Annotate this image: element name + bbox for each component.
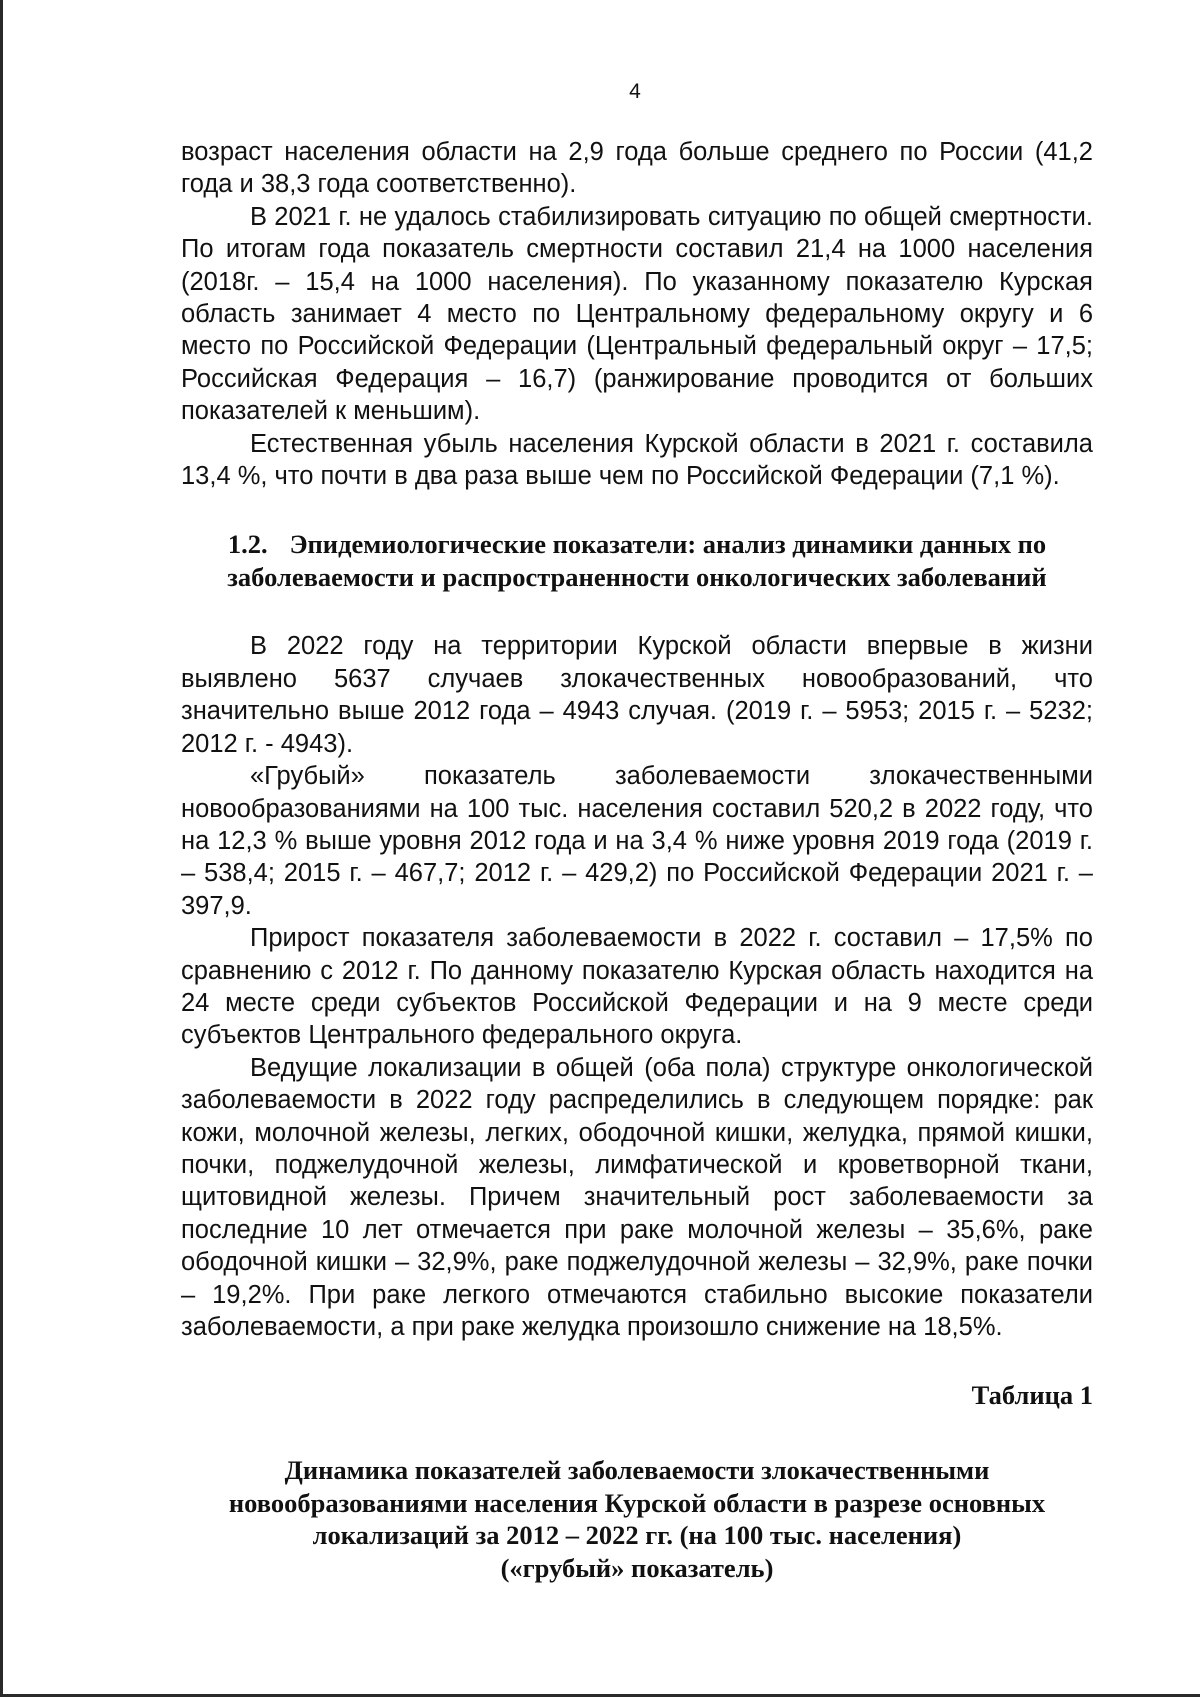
section-heading xyxy=(181,528,1093,594)
page-number: 4 xyxy=(629,80,641,103)
table-title-line: Динамика показателей заболеваемости злокачественными xyxy=(284,1455,990,1486)
paragraph-cases-2022: В 2022 году на территории Курской области впервые в жизни выявлено 5637 случаев злокачественных новообразований, что значительно выше 2012 года – 4943 случая. (2019 г. – 5953; 2015 г. – 5232; 2012 г. - 4943). xyxy=(181,632,1093,758)
table-title-line: локализаций за 2012 – 2022 гг. (на 100 тыс. населения) xyxy=(312,1520,962,1551)
paragraph-crude-rate: «Грубый» показатель заболеваемости злокачественными новообразованиями на 100 тыс. населения составил 520,2 в 2022 году, что на 12,3 % выше уровня 2012 года и на 3,4 % ниже уровня 2019 года (2019 г. – 538,4; 2015 г. – 467,7; 2012 г. – 429,2) по Российской Федерации 2021 г. – 397,9. xyxy=(181,762,1093,920)
section-title: Эпидемиологические показатели: анализ динамики данных по заболеваемости и распространенности онкологических заболеваний xyxy=(227,529,1047,593)
document-body xyxy=(181,136,1093,1584)
paragraph-growth: Прирост показателя заболеваемости в 2022 г. составил – 17,5% по сравнению с 2012 г. По данному показателю Курская область находится на 24 месте среди субъектов Российской Федерации и на 9 месте среди субъектов Центрального федерального округа. xyxy=(181,924,1093,1050)
table-title-line: («грубый» показатель) xyxy=(500,1552,774,1583)
table-label: Таблица 1 xyxy=(971,1380,1093,1411)
paragraph-mortality: В 2021 г. не удалось стабилизировать ситуацию по общей смертности. По итогам года показатель смертности составил 21,4 на 1000 населения (2018г. – 15,4 на 1000 населения). По указанному показателю Курская область занимает 4 место по Центральному федеральному округу и 6 место по Российской Федерации (Центральный федеральный округ – 17,5; Российская Федерация – 16,7) (ранжирование проводится от больших показателей к меньшим). xyxy=(181,202,1093,426)
paragraph-natural-decline: Естественная убыль населения Курской области в 2021 г. составила 13,4 %, что почти в два раза выше чем по Российской Федерации (7,1 %). xyxy=(181,429,1093,491)
scan-edge-left xyxy=(0,0,3,1697)
section-number: 1.2. xyxy=(227,529,268,560)
table-title xyxy=(181,1454,1093,1584)
paragraph-localizations: Ведущие локализации в общей (оба пола) структуре онкологической заболеваемости в 2022 году распределились в следующем порядке: рак кожи, молочной железы, легких, ободочной кишки, желудка, прямой кишки, почки, поджелудочной железы, лимфатической и кроветворной ткани, щитовидной железы. Причем значительный рост заболеваемости за последние 10 лет отмечается при раке молочной железы – 35,6%, раке ободочной кишки – 32,9%, раке поджелудочной железы – 32,9%, раке почки – 19,2%. При раке легкого отмечаются стабильно высокие показатели заболеваемости, а при раке желудка произошло снижение на 18,5%. xyxy=(181,1053,1093,1341)
paragraph-population-age: возраст населения области на 2,9 года больше среднего по России (41,2 года и 38,3 года соответственно). xyxy=(181,138,1093,199)
table-title-line: новообразованиями населения Курской области в разрезе основных xyxy=(228,1487,1046,1518)
